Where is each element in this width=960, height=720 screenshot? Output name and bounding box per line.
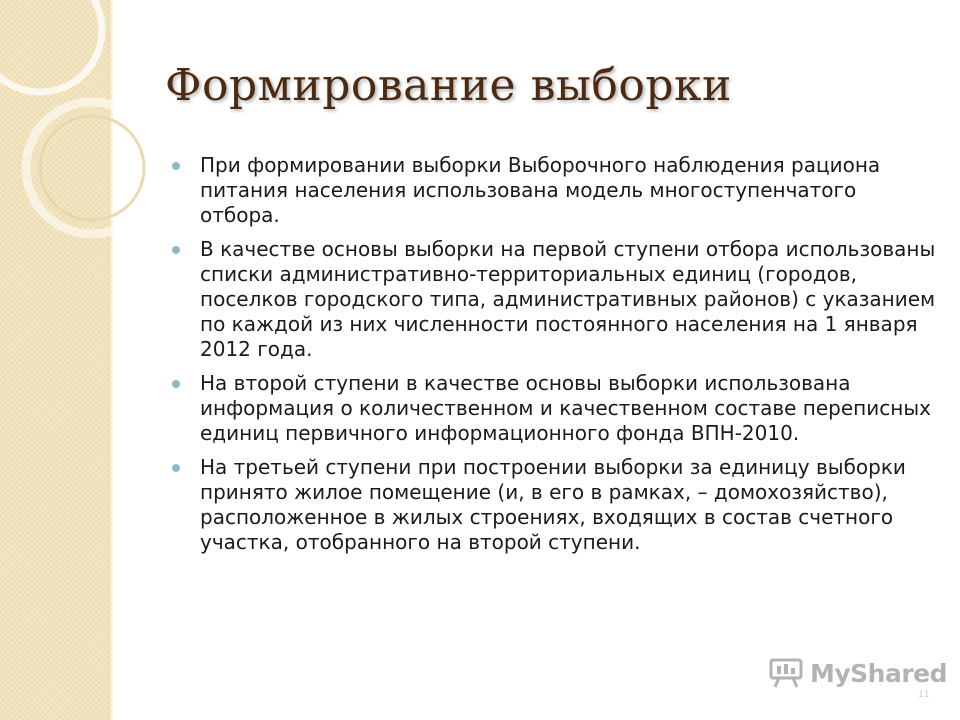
bullet-text: При формировании выборки Выборочного наблюдения рациона питания населения использована модель многоступенчатого отбора.: [200, 153, 881, 227]
page-number: 11: [918, 690, 930, 700]
bullet-text: На второй ступени в качестве основы выборки использована информация о количественном и качественном составе переписных единиц первичного информационного фонда ВПН-2010.: [200, 371, 931, 445]
watermark-text: MyShared: [810, 658, 948, 688]
decorative-rings: [0, 0, 160, 300]
bullet-list: [170, 153, 940, 564]
list-item: [170, 455, 940, 555]
bullet-dot-icon: [172, 162, 180, 170]
list-item: [170, 153, 940, 228]
bullet-text: На третьей ступени при построении выборки за единицу выборки принято жилое помещение (и, в его в рамках, – домохозяйство), расположенное в жилых строениях, входящих в состав счетного участка, отобранного на второй ступени.: [200, 455, 906, 554]
list-item: [170, 371, 940, 446]
bullet-dot-icon: [172, 464, 180, 472]
bullet-text: В качестве основы выборки на первой ступени отбора использованы списки административно-территориальных единиц (городов, поселков городского типа, административных районов) с указанием по каждой из них численности постоянного населения на 1 января 2012 года.: [200, 237, 936, 361]
myshared-watermark: [768, 658, 947, 688]
presentation-board-icon: [768, 658, 804, 688]
bullet-dot-icon: [172, 246, 180, 254]
bullet-dot-icon: [172, 380, 180, 388]
list-item: [170, 237, 940, 362]
slide-title: Формирование выборки: [165, 60, 732, 111]
